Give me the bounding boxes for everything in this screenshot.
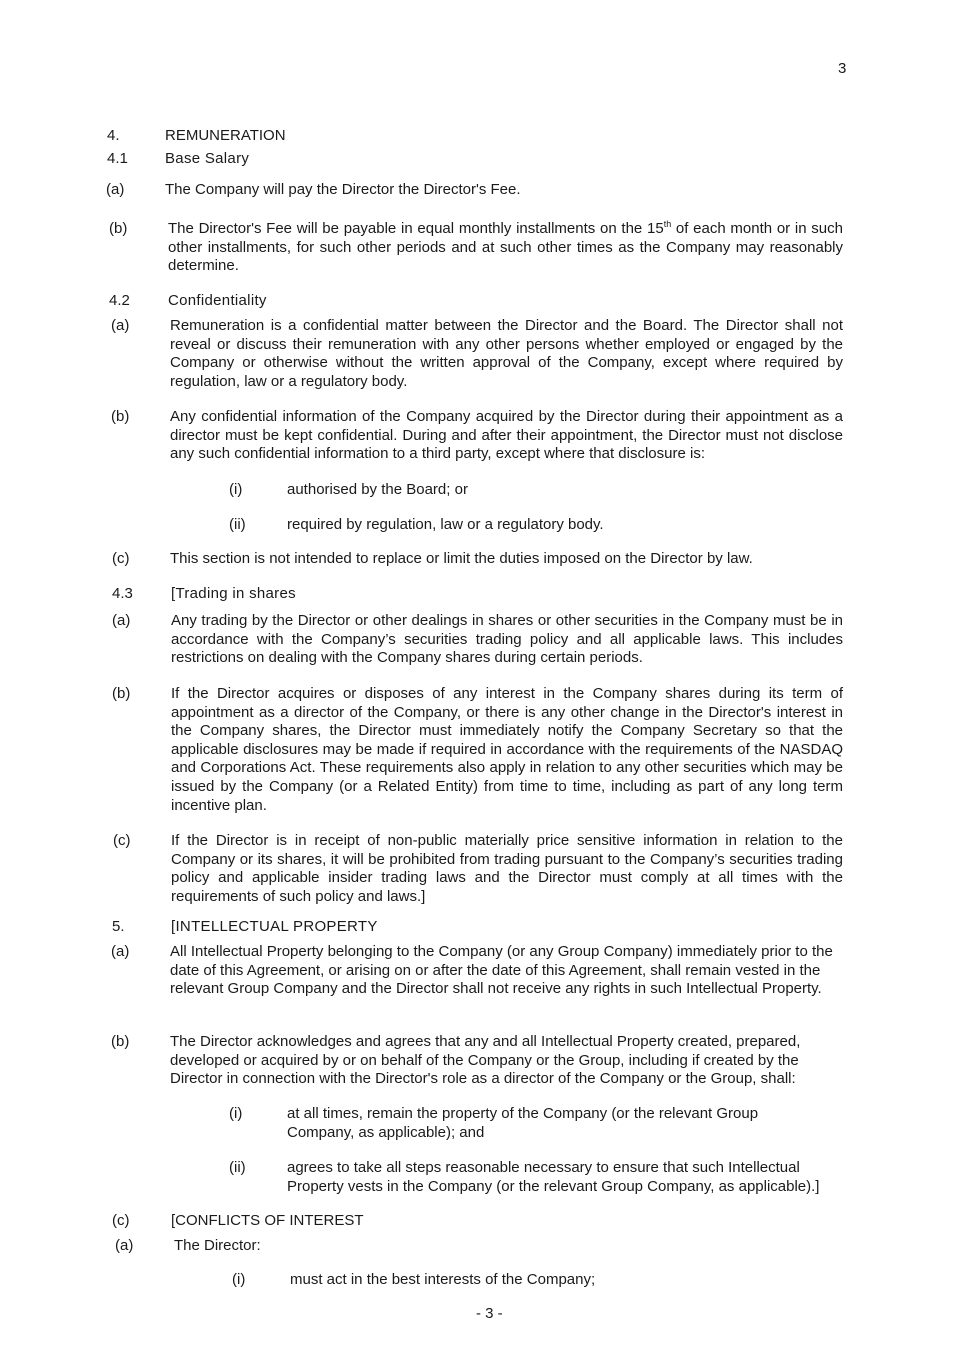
clause-text: Any confidential information of the Company acquired by the Director during their appointment as a director must be kept confidential. During and after their appointment, the Director must not disclose any such confidential information to a third party, except where that disclosure is: [170, 408, 843, 463]
section-4-title: REMUNERATION [165, 127, 286, 144]
clause-label: (a) [115, 1237, 134, 1254]
subclause-label: (i) [229, 1105, 243, 1122]
section-4-3-title: [Trading in shares [171, 585, 296, 602]
clause-text [168, 220, 843, 276]
subclause-text: authorised by the Board; or [287, 481, 468, 498]
subclause-text: at all times, remain the property of the Company (or the relevant Group Company, as applicable); and [287, 1105, 759, 1141]
clause-text: Any trading by the Director or other dealings in shares or other securities in the Company must be in accordance with the Company’s securities trading policy and all applicable laws. This includes restrictions on dealing with the Company shares during certain periods. [171, 612, 843, 667]
clause-text: Remuneration is a confidential matter between the Director and the Board. The Director shall not reveal or discuss their remuneration with any other persons whether employed or engaged by the Company or otherwise without the written approval of the Company, except where required by regulation, law or a regulatory body. [170, 317, 843, 390]
footer-page-label: - 3 - [476, 1305, 503, 1322]
clause-label: (c) [113, 832, 131, 849]
section-4-1-title: Base Salary [165, 150, 250, 167]
ordinal-suffix: th [663, 219, 672, 229]
clause-label: (b) [109, 220, 128, 237]
clause-text: If the Director acquires or disposes of any interest in the Company shares during its term of appointment as a director of the Company, or there is any other change in the Director's interest in the Company shares, the Director must immediately notify the Company Secretary so that the applicable disclosures may be made if required in accordance with the requirements of the NASDAQ and Corporations Act. These requirements also apply in relation to any other securities which may be issued by the Company (or a Related Entity) from time to time, including as part of any long term incentive plan. [171, 685, 843, 814]
clause-label: (b) [112, 685, 131, 702]
clause-label: (a) [111, 943, 130, 960]
section-4-number: 4. [107, 127, 120, 144]
clause-text: The Company will pay the Director the Director's Fee. [165, 181, 521, 198]
subclause-text: agrees to take all steps reasonable necessary to ensure that such Intellectual Property vests in the Company (or the relevant Group Company, as applicable).] [287, 1159, 820, 1195]
clause-label: (a) [112, 612, 131, 629]
section-5-number: 5. [112, 918, 125, 935]
clause-text: The Director: [174, 1237, 261, 1254]
clause-text: The Director acknowledges and agrees that any and all Intellectual Property created, prepared, developed or acquired by or on behalf of the Company or the Group, including if created by the Director in connection with the Director's role as a director of the Company or the Group, shall: [170, 1033, 801, 1088]
section-conflicts-title: [CONFLICTS OF INTEREST [171, 1212, 364, 1229]
header-page-number: 3 [838, 60, 847, 77]
clause-label: (a) [111, 317, 130, 334]
section-4-3-number: 4.3 [112, 585, 133, 602]
section-4-2-title: Confidentiality [168, 292, 267, 309]
clause-label: (a) [106, 181, 125, 198]
section-4-2-number: 4.2 [109, 292, 130, 309]
subclause-text: required by regulation, law or a regulatory body. [287, 516, 604, 533]
subclause-label: (ii) [229, 516, 246, 533]
subclause-text: must act in the best interests of the Company; [290, 1271, 596, 1288]
section-4-1-number: 4.1 [107, 150, 128, 167]
clause-label: (c) [112, 1212, 130, 1229]
clause-text-part: of each month or in such other installments, for such other periods and at such other times as the Company may reasonably determine. [168, 220, 843, 275]
subclause-label: (i) [229, 481, 243, 498]
clause-label: (b) [111, 408, 130, 425]
clause-label: (c) [112, 550, 130, 567]
clause-text: All Intellectual Property belonging to the Company (or any Group Company) immediately prior to the date of this Agreement, or arising on or after the date of this Agreement, shall remain vested in the relevant Group Company and the Director shall not receive any rights in such Intellectual Property. [170, 943, 833, 998]
clause-text-part: The Director's Fee will be payable in equal monthly installments on the 15 [168, 220, 664, 237]
subclause-label: (ii) [229, 1159, 246, 1176]
clause-text: If the Director is in receipt of non-public materially price sensitive information in relation to the Company or its shares, it will be prohibited from trading pursuant to the Company’s securities trading policy and applicable insider trading laws and the Director must comply at all times with the requirements of such policy and laws.] [171, 832, 843, 905]
subclause-label: (i) [232, 1271, 246, 1288]
clause-text: This section is not intended to replace or limit the duties imposed on the Director by law. [170, 550, 753, 567]
section-5-title: [INTELLECTUAL PROPERTY [171, 918, 378, 935]
clause-label: (b) [111, 1033, 130, 1050]
